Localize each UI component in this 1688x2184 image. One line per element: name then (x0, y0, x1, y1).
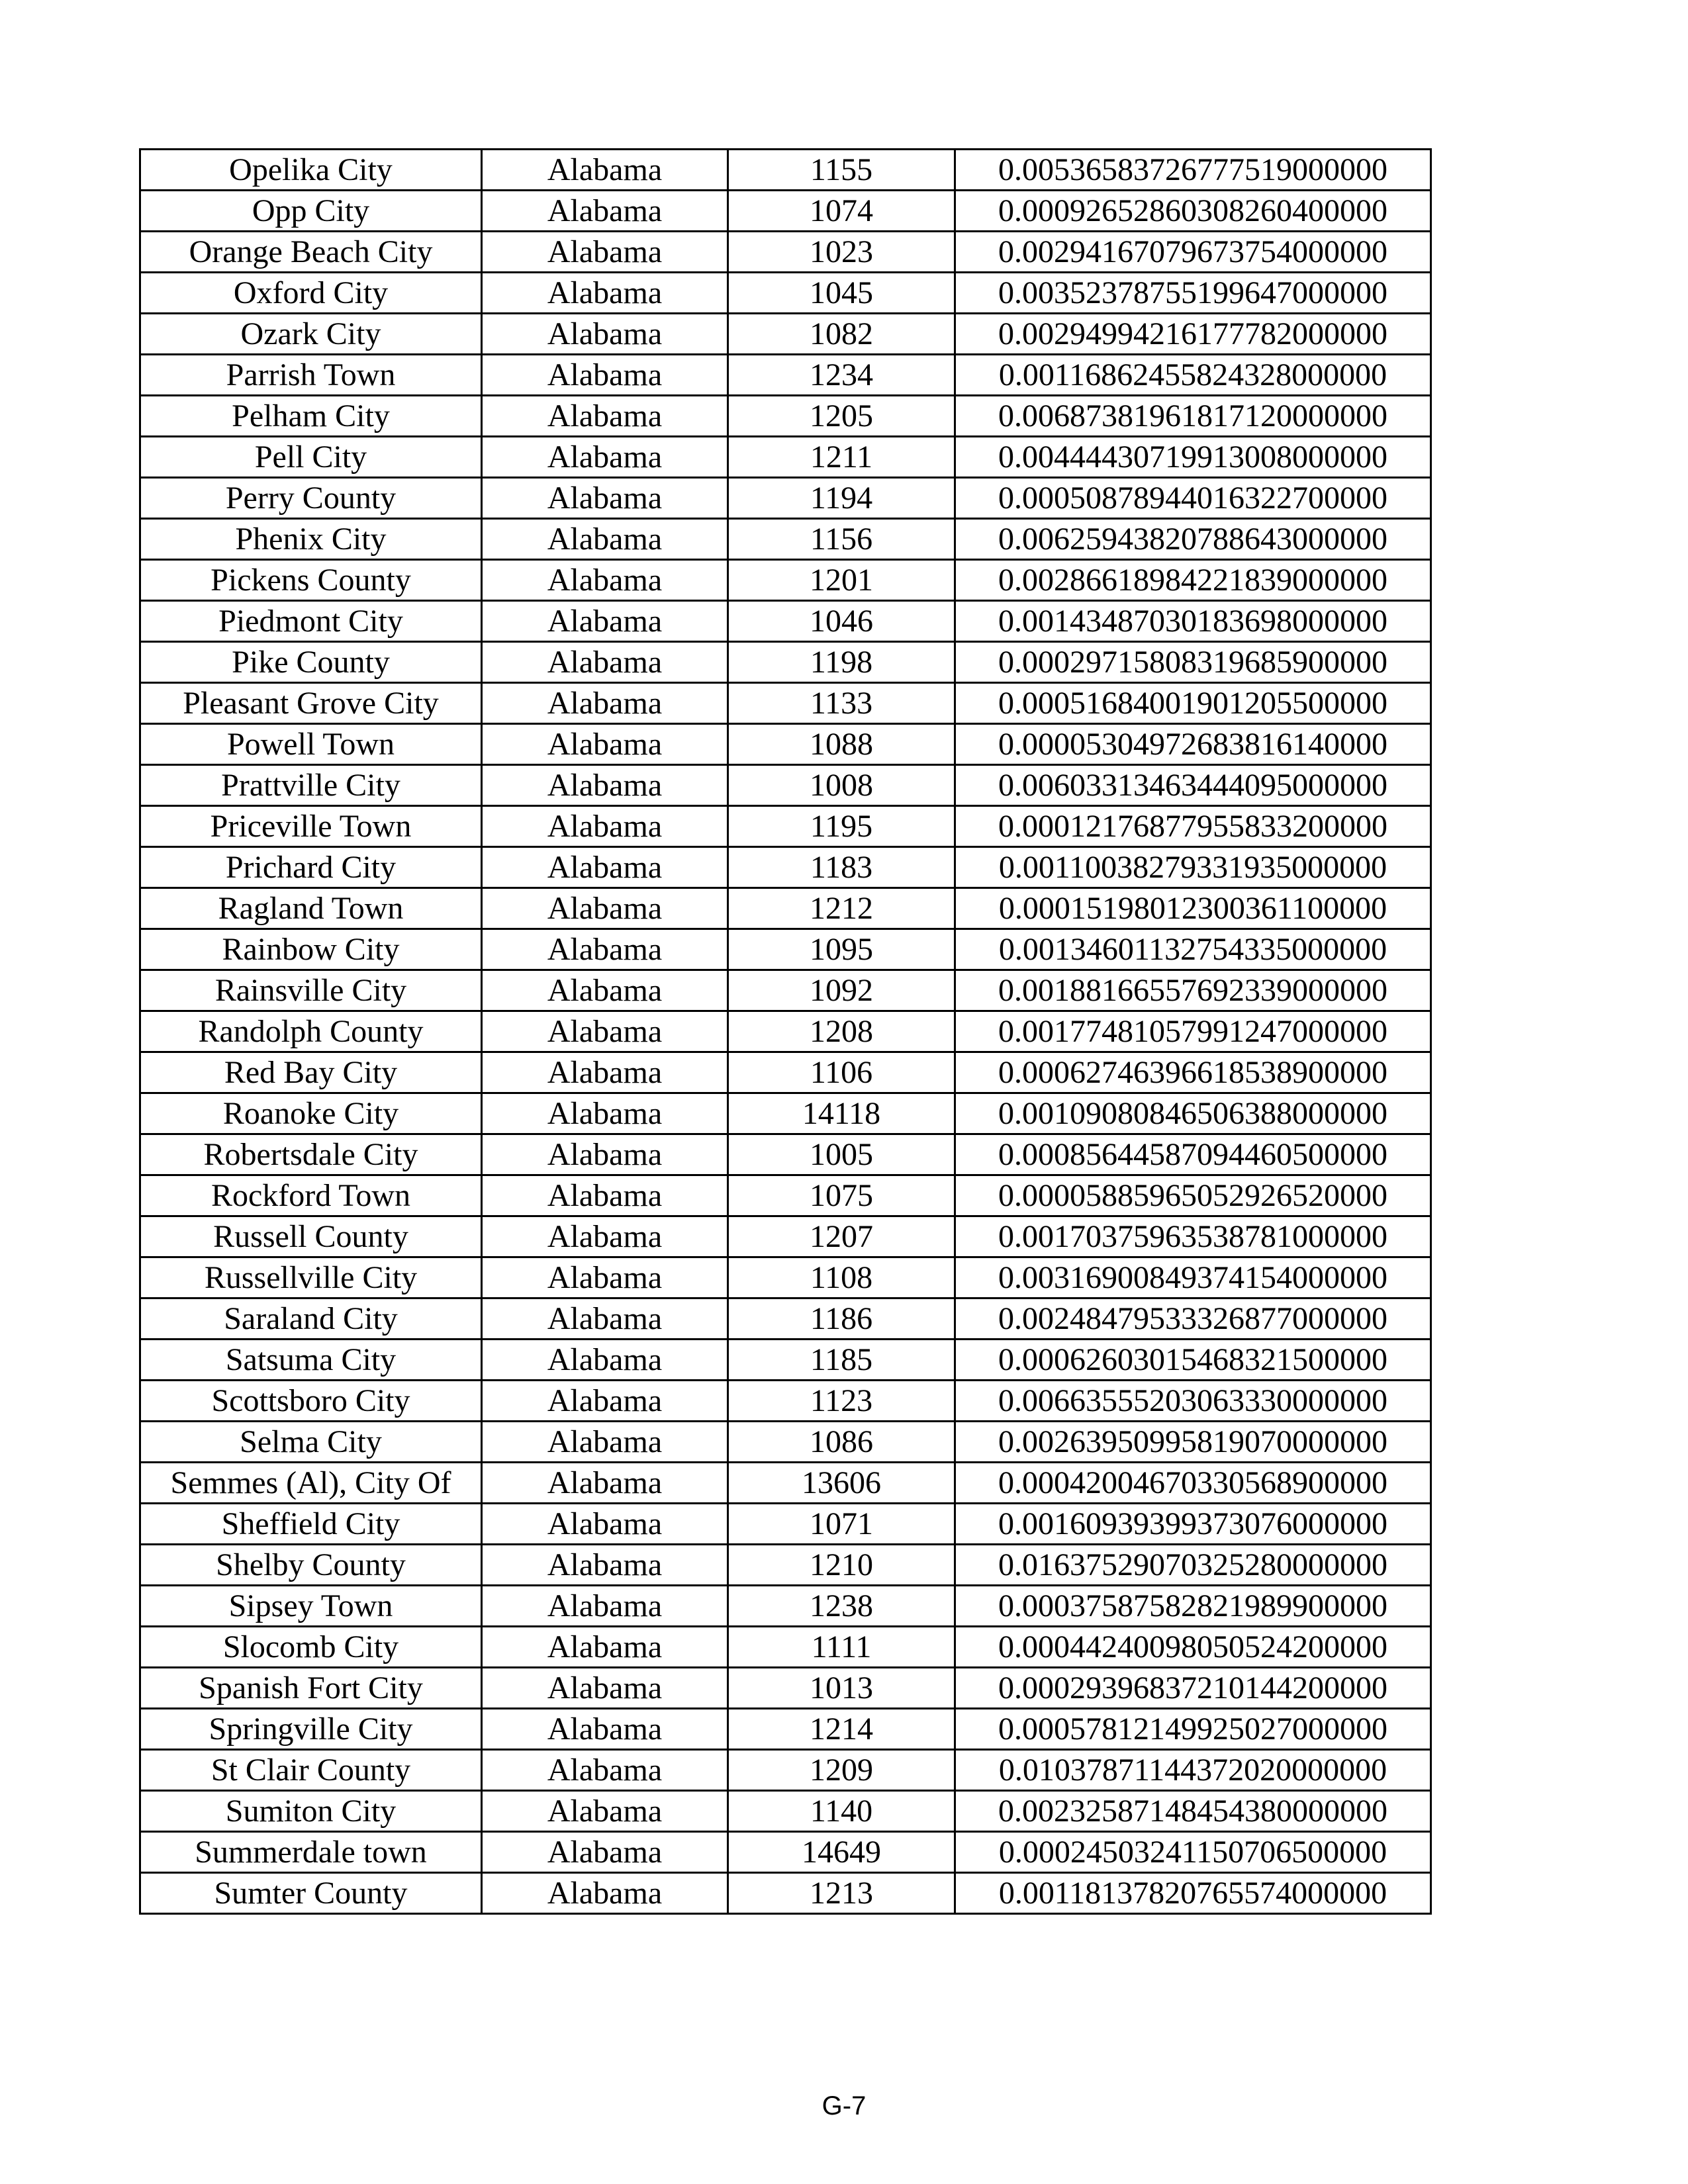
allocation-percentage-cell: 0.00352378755199647000000 (955, 273, 1431, 314)
allocation-percentage-cell: 0.00232587148454380000000 (955, 1791, 1431, 1832)
state-cell: Alabama (482, 1052, 728, 1093)
table-row (140, 1586, 1431, 1627)
subdivision-name-cell: St Clair County (140, 1750, 482, 1791)
id-cell: 1209 (728, 1750, 955, 1791)
subdivision-name-cell: Shelby County (140, 1545, 482, 1586)
subdivision-name-cell: Priceville Town (140, 806, 482, 847)
state-cell: Alabama (482, 1668, 728, 1709)
allocation-percentage-cell: 0.00005304972683816140000 (955, 724, 1431, 765)
state-cell: Alabama (482, 478, 728, 519)
table-row (140, 1381, 1431, 1422)
subdivision-name-cell: Saraland City (140, 1298, 482, 1340)
subdivision-name-cell: Pike County (140, 642, 482, 683)
allocation-percentage-cell: 0.00444430719913008000000 (955, 437, 1431, 478)
subdivision-name-cell: Pickens County (140, 560, 482, 601)
allocation-percentage-cell: 0.00263950995819070000000 (955, 1422, 1431, 1463)
state-cell: Alabama (482, 1791, 728, 1832)
table-row (140, 232, 1431, 273)
allocation-percentage-cell: 0.00037587582821989900000 (955, 1586, 1431, 1627)
subdivision-name-cell: Piedmont City (140, 601, 482, 642)
subdivision-name-cell: Russell County (140, 1216, 482, 1257)
state-cell: Alabama (482, 1586, 728, 1627)
allocation-percentage-cell: 0.00248479533326877000000 (955, 1298, 1431, 1340)
allocation-percentage-cell: 0.00085644587094460500000 (955, 1134, 1431, 1175)
id-cell: 1212 (728, 888, 955, 929)
id-cell: 1195 (728, 806, 955, 847)
subdivision-name-cell: Sumiton City (140, 1791, 482, 1832)
id-cell: 1211 (728, 437, 955, 478)
table-row (140, 1093, 1431, 1134)
id-cell: 1111 (728, 1627, 955, 1668)
allocation-percentage-cell: 0.00110038279331935000000 (955, 847, 1431, 888)
id-cell: 1207 (728, 1216, 955, 1257)
state-cell: Alabama (482, 1504, 728, 1545)
state-cell: Alabama (482, 1175, 728, 1216)
table-row (140, 1668, 1431, 1709)
state-cell: Alabama (482, 396, 728, 437)
subdivision-name-cell: Summerdale town (140, 1832, 482, 1873)
table-row (140, 765, 1431, 806)
allocation-percentage-cell: 0.00118137820765574000000 (955, 1873, 1431, 1914)
allocation-percentage-cell: 0.00603313463444095000000 (955, 765, 1431, 806)
state-cell: Alabama (482, 150, 728, 191)
state-cell: Alabama (482, 806, 728, 847)
table-row (140, 1011, 1431, 1052)
subdivision-name-cell: Orange Beach City (140, 232, 482, 273)
id-cell: 1008 (728, 765, 955, 806)
allocation-percentage-cell: 0.00286618984221839000000 (955, 560, 1431, 601)
id-cell: 1183 (728, 847, 955, 888)
id-cell: 1201 (728, 560, 955, 601)
id-cell: 1013 (728, 1668, 955, 1709)
id-cell: 1046 (728, 601, 955, 642)
allocation-percentage-cell: 0.00116862455824328000000 (955, 355, 1431, 396)
state-cell: Alabama (482, 1298, 728, 1340)
allocation-percentage-cell: 0.00109080846506388000000 (955, 1093, 1431, 1134)
id-cell: 1155 (728, 150, 955, 191)
subdivision-name-cell: Roanoke City (140, 1093, 482, 1134)
subdivision-name-cell: Pelham City (140, 396, 482, 437)
state-cell: Alabama (482, 1093, 728, 1134)
table-row (140, 1052, 1431, 1093)
state-cell: Alabama (482, 1134, 728, 1175)
id-cell: 1074 (728, 191, 955, 232)
table-row (140, 1750, 1431, 1791)
allocation-percentage-cell: 0.00294167079673754000000 (955, 232, 1431, 273)
state-cell: Alabama (482, 1011, 728, 1052)
id-cell: 1088 (728, 724, 955, 765)
id-cell: 1140 (728, 1791, 955, 1832)
allocation-percentage-cell: 0.00160939399373076000000 (955, 1504, 1431, 1545)
allocation-percentage-cell: 0.00042004670330568900000 (955, 1463, 1431, 1504)
allocation-percentage-cell: 0.01037871144372020000000 (955, 1750, 1431, 1791)
table-row (140, 1504, 1431, 1545)
allocation-percentage-cell: 0.00177481057991247000000 (955, 1011, 1431, 1052)
id-cell: 1186 (728, 1298, 955, 1340)
table-row (140, 1873, 1431, 1914)
allocation-percentage-cell: 0.00005885965052926520000 (955, 1175, 1431, 1216)
allocation-percentage-cell: 0.00625943820788643000000 (955, 519, 1431, 560)
table-row (140, 314, 1431, 355)
state-cell: Alabama (482, 1873, 728, 1914)
table-row (140, 724, 1431, 765)
subdivision-name-cell: Pleasant Grove City (140, 683, 482, 724)
table-row (140, 1175, 1431, 1216)
subdivision-name-cell: Springville City (140, 1709, 482, 1750)
table-row (140, 355, 1431, 396)
state-cell: Alabama (482, 1627, 728, 1668)
id-cell: 13606 (728, 1463, 955, 1504)
allocation-percentage-cell: 0.00050878944016322700000 (955, 478, 1431, 519)
subdivision-name-cell: Ragland Town (140, 888, 482, 929)
id-cell: 1075 (728, 1175, 955, 1216)
id-cell: 1005 (728, 1134, 955, 1175)
allocation-percentage-cell: 0.00029396837210144200000 (955, 1668, 1431, 1709)
state-cell: Alabama (482, 765, 728, 806)
subdivision-name-cell: Prattville City (140, 765, 482, 806)
state-cell: Alabama (482, 232, 728, 273)
table-row (140, 273, 1431, 314)
id-cell: 1086 (728, 1422, 955, 1463)
id-cell: 1123 (728, 1381, 955, 1422)
allocation-percentage-cell: 0.00663555203063330000000 (955, 1381, 1431, 1422)
subdivision-name-cell: Ozark City (140, 314, 482, 355)
id-cell: 1194 (728, 478, 955, 519)
table-row (140, 1709, 1431, 1750)
id-cell: 1205 (728, 396, 955, 437)
allocation-percentage-cell: 0.00057812149925027000000 (955, 1709, 1431, 1750)
table-row (140, 1463, 1431, 1504)
allocation-percentage-cell: 0.00316900849374154000000 (955, 1257, 1431, 1298)
state-cell: Alabama (482, 191, 728, 232)
id-cell: 1185 (728, 1340, 955, 1381)
id-cell: 1092 (728, 970, 955, 1011)
allocation-table (139, 148, 1432, 1915)
allocation-percentage-cell: 0.00024503241150706500000 (955, 1832, 1431, 1873)
state-cell: Alabama (482, 1340, 728, 1381)
subdivision-name-cell: Sumter County (140, 1873, 482, 1914)
id-cell: 1045 (728, 273, 955, 314)
subdivision-name-cell: Russellville City (140, 1257, 482, 1298)
table-row (140, 437, 1431, 478)
state-cell: Alabama (482, 1216, 728, 1257)
subdivision-name-cell: Slocomb City (140, 1627, 482, 1668)
subdivision-name-cell: Rockford Town (140, 1175, 482, 1216)
state-cell: Alabama (482, 519, 728, 560)
table-row (140, 1298, 1431, 1340)
id-cell: 1198 (728, 642, 955, 683)
subdivision-name-cell: Rainsville City (140, 970, 482, 1011)
id-cell: 1208 (728, 1011, 955, 1052)
table-row (140, 1545, 1431, 1586)
table-row (140, 1134, 1431, 1175)
state-cell: Alabama (482, 683, 728, 724)
id-cell: 1213 (728, 1873, 955, 1914)
state-cell: Alabama (482, 314, 728, 355)
allocation-percentage-cell: 0.00536583726777519000000 (955, 150, 1431, 191)
table-row (140, 642, 1431, 683)
id-cell: 14649 (728, 1832, 955, 1873)
subdivision-name-cell: Sheffield City (140, 1504, 482, 1545)
allocation-percentage-cell: 0.00015198012300361100000 (955, 888, 1431, 929)
table-row (140, 970, 1431, 1011)
state-cell: Alabama (482, 1381, 728, 1422)
table-row (140, 1216, 1431, 1257)
table-row (140, 1257, 1431, 1298)
table-row (140, 1627, 1431, 1668)
subdivision-name-cell: Spanish Fort City (140, 1668, 482, 1709)
id-cell: 1082 (728, 314, 955, 355)
state-cell: Alabama (482, 273, 728, 314)
state-cell: Alabama (482, 724, 728, 765)
subdivision-name-cell: Phenix City (140, 519, 482, 560)
table-row (140, 191, 1431, 232)
allocation-percentage-cell: 0.01637529070325280000000 (955, 1545, 1431, 1586)
subdivision-name-cell: Selma City (140, 1422, 482, 1463)
state-cell: Alabama (482, 929, 728, 970)
subdivision-name-cell: Scottsboro City (140, 1381, 482, 1422)
id-cell: 1234 (728, 355, 955, 396)
id-cell: 1095 (728, 929, 955, 970)
subdivision-name-cell: Red Bay City (140, 1052, 482, 1093)
id-cell: 1071 (728, 1504, 955, 1545)
state-cell: Alabama (482, 1257, 728, 1298)
page-number: G-7 (821, 2091, 867, 2120)
subdivision-name-cell: Oxford City (140, 273, 482, 314)
state-cell: Alabama (482, 355, 728, 396)
allocation-percentage-cell: 0.00012176877955833200000 (955, 806, 1431, 847)
subdivision-name-cell: Opelika City (140, 150, 482, 191)
state-cell: Alabama (482, 888, 728, 929)
subdivision-name-cell: Sipsey Town (140, 1586, 482, 1627)
table-row (140, 560, 1431, 601)
table-row (140, 519, 1431, 560)
allocation-percentage-cell: 0.00170375963538781000000 (955, 1216, 1431, 1257)
allocation-percentage-cell: 0.00062603015468321500000 (955, 1340, 1431, 1381)
id-cell: 1108 (728, 1257, 955, 1298)
allocation-percentage-cell: 0.00143487030183698000000 (955, 601, 1431, 642)
table-row (140, 1422, 1431, 1463)
id-cell: 1238 (728, 1586, 955, 1627)
subdivision-name-cell: Rainbow City (140, 929, 482, 970)
table-row (140, 396, 1431, 437)
allocation-percentage-cell: 0.00092652860308260400000 (955, 191, 1431, 232)
table-body (140, 150, 1431, 1914)
table-row (140, 478, 1431, 519)
state-cell: Alabama (482, 1750, 728, 1791)
table-row (140, 806, 1431, 847)
table-row (140, 683, 1431, 724)
allocation-percentage-cell: 0.00188166557692339000000 (955, 970, 1431, 1011)
subdivision-name-cell: Semmes (Al), City Of (140, 1463, 482, 1504)
table-row (140, 601, 1431, 642)
subdivision-name-cell: Satsuma City (140, 1340, 482, 1381)
subdivision-name-cell: Pell City (140, 437, 482, 478)
id-cell: 1214 (728, 1709, 955, 1750)
table-row (140, 929, 1431, 970)
table-row (140, 847, 1431, 888)
table-row (140, 1832, 1431, 1873)
state-cell: Alabama (482, 1463, 728, 1504)
state-cell: Alabama (482, 970, 728, 1011)
subdivision-name-cell: Robertsdale City (140, 1134, 482, 1175)
id-cell: 1023 (728, 232, 955, 273)
allocation-percentage-cell: 0.00294994216177782000000 (955, 314, 1431, 355)
state-cell: Alabama (482, 847, 728, 888)
state-cell: Alabama (482, 642, 728, 683)
state-cell: Alabama (482, 1422, 728, 1463)
subdivision-name-cell: Randolph County (140, 1011, 482, 1052)
allocation-percentage-cell: 0.00029715808319685900000 (955, 642, 1431, 683)
id-cell: 14118 (728, 1093, 955, 1134)
allocation-percentage-cell: 0.00134601132754335000000 (955, 929, 1431, 970)
subdivision-name-cell: Prichard City (140, 847, 482, 888)
state-cell: Alabama (482, 601, 728, 642)
state-cell: Alabama (482, 437, 728, 478)
state-cell: Alabama (482, 1832, 728, 1873)
subdivision-name-cell: Parrish Town (140, 355, 482, 396)
state-cell: Alabama (482, 1545, 728, 1586)
subdivision-name-cell: Perry County (140, 478, 482, 519)
state-cell: Alabama (482, 560, 728, 601)
allocation-percentage-cell: 0.00062746396618538900000 (955, 1052, 1431, 1093)
table-row (140, 150, 1431, 191)
state-cell: Alabama (482, 1709, 728, 1750)
id-cell: 1156 (728, 519, 955, 560)
allocation-percentage-cell: 0.00687381961817120000000 (955, 396, 1431, 437)
id-cell: 1106 (728, 1052, 955, 1093)
table-row (140, 888, 1431, 929)
subdivision-name-cell: Opp City (140, 191, 482, 232)
id-cell: 1133 (728, 683, 955, 724)
subdivision-name-cell: Powell Town (140, 724, 482, 765)
allocation-percentage-cell: 0.00051684001901205500000 (955, 683, 1431, 724)
table-row (140, 1340, 1431, 1381)
allocation-percentage-cell: 0.00044240098050524200000 (955, 1627, 1431, 1668)
id-cell: 1210 (728, 1545, 955, 1586)
table-row (140, 1791, 1431, 1832)
